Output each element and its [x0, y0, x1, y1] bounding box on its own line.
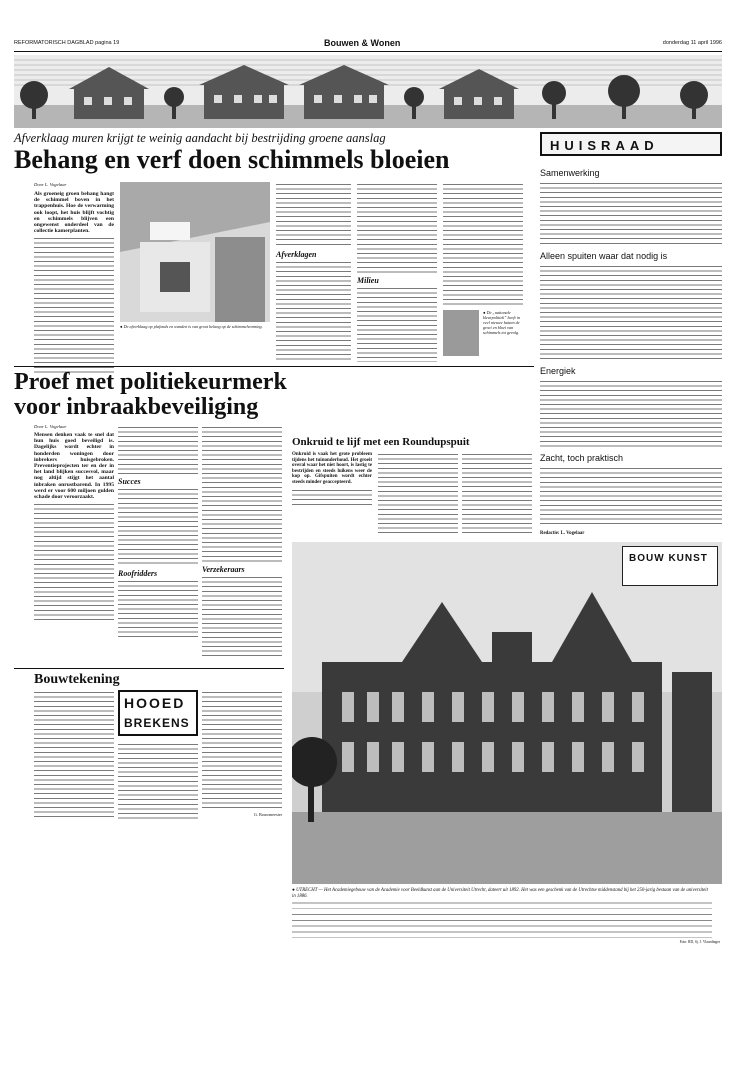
main-col-5 — [443, 182, 523, 362]
second-col-3 — [202, 425, 282, 665]
bouwtekening-col-1 — [34, 690, 114, 820]
second-col-2 — [118, 425, 198, 665]
second-headline-line-1: Proef met politiekeurmerk — [14, 369, 287, 395]
main-col-4 — [357, 182, 437, 362]
header-center: Bouwen & Wonen — [324, 38, 401, 48]
sidebar-section-title-4: Zacht, toch praktisch — [540, 453, 624, 463]
header-right: donderdag 11 april 1996 — [662, 40, 722, 46]
main-subhead-1: Afverklagen — [276, 250, 317, 259]
main-col-1-text — [34, 236, 114, 376]
second-subhead-verzekeraars: Verzekeraars — [202, 565, 245, 574]
hooed-logo-line-2: BREKENS — [124, 716, 190, 730]
hooed-col-3 — [202, 690, 282, 810]
main-kicker: Afverklaag muren krijgt te weinig aandacht bij bestrijding groene aanslag — [14, 131, 386, 145]
hooed-logo — [118, 690, 198, 736]
second-headline-line-2: voor inbraakbeveiliging — [14, 394, 259, 420]
main-article — [34, 182, 530, 362]
bouwkunst-caption-rest — [292, 900, 712, 938]
bouwkunst-logo — [622, 546, 718, 586]
header-left: REFORMATORISCH DAGBLAD pagina 19 — [14, 40, 120, 46]
main-photo-caption: ● De afverklaag op plafonds en wanden is van groot belang op de schimmelvorming. — [120, 324, 263, 329]
header-rule — [14, 51, 722, 52]
banner-illustration — [14, 55, 722, 128]
bouwkunst-caption: ● UTRECHT — Het Academiegebouw van de Academie voor Beeldkunst aan de Universiteit Utrecht, dateert uit 1892. Het was een geschenk van de Utrechtse middenstand bij het 250-jarig bestaan van de universiteit in 1886. — [292, 888, 708, 899]
section-rule-2 — [14, 668, 284, 669]
main-headline: Behang en verf doen schimmels bloeien — [14, 145, 450, 174]
main-photo — [120, 182, 270, 322]
page-header — [14, 38, 722, 52]
main-lead: Als groeneig groen behang hangt de schimmel boven in het trappenhuis. Hoe de verwarming ook loopt, het huis blijft vochtig en schimmels blijven een ongewenst onderdeel van de collectie kamerplanten. — [34, 191, 114, 235]
bouwtekening-title: Bouwtekening — [34, 672, 120, 687]
sidebar-section-title-3: Energiek — [540, 366, 576, 376]
sidebar-section-title-1: Samenwerking — [540, 168, 600, 178]
bouwkunst-credit: Foto: RD, Sj. J. Vlaardinger — [679, 940, 720, 944]
main-col-3 — [276, 182, 351, 362]
onkruid-col-3 — [462, 452, 532, 537]
hooed-logo-line-1: HOOED — [124, 695, 186, 711]
author-signature: G. Bouwmeester — [253, 812, 282, 817]
sidebar-editor: Redactie: L. Vogelaar — [540, 531, 585, 536]
onkruid-headline: Onkruid te lijf met een Roundupspuit — [292, 436, 470, 448]
second-subhead-roofridders: Roofridders — [118, 569, 158, 578]
onkruid-col-1 — [292, 452, 372, 508]
main-pullquote: ● De „nationale kleurpolitiek” heeft in veel nieuwe huizen de groei en bloei van schimmels tot gevolg. — [483, 310, 520, 335]
second-col-1 — [34, 432, 114, 622]
second-subhead-succes: Succes — [118, 477, 141, 486]
second-lead: Mensen denken vaak te snel dat hun huis goed beveiligd is. Dagelijks wordt echter in honderden woningen door inbrekers huisgebroken. Preventieprojecten ter en der in het land blijken succesvol, maar nog altijd stijgt het aantal inbraken onrustbarend. In 1995 werd er voor 600 miljoen gulden schade door veroorzaakt. — [34, 432, 114, 501]
main-byline: Door L. Vogelaar — [34, 182, 67, 187]
main-col-1 — [34, 191, 114, 376]
onkruid-col-2 — [378, 452, 458, 537]
onkruid-lead: Onkruid is vaak het grote probleem tijdens het tuinonderhoud. Het groeit overal waar het niet hoort, is lastig te bestrijden en steeds luikens weer de kop op. Gifspuiten wordt echter steeds minder geaccepteerd. — [292, 452, 372, 485]
sidebar-content — [540, 164, 722, 536]
section-rule-1 — [14, 366, 534, 367]
bouwkunst-logo-text: BOUW KUNST — [629, 553, 708, 564]
sidebar — [540, 132, 722, 536]
pullquote-image — [443, 310, 479, 356]
bouwkunst-photo — [292, 542, 722, 884]
huisraad-logo — [540, 132, 722, 156]
main-subhead-2: Milieu — [357, 276, 379, 285]
hooed-col-2 — [118, 742, 198, 820]
sidebar-section-title-2: Alleen spuiten waar dat nodig is — [540, 251, 668, 261]
bouwkunst-block — [292, 542, 722, 902]
huisraad-logo-text: HUISRAAD — [550, 138, 659, 153]
second-headline — [14, 370, 314, 420]
second-byline: Door L. Vogelaar — [34, 424, 67, 429]
